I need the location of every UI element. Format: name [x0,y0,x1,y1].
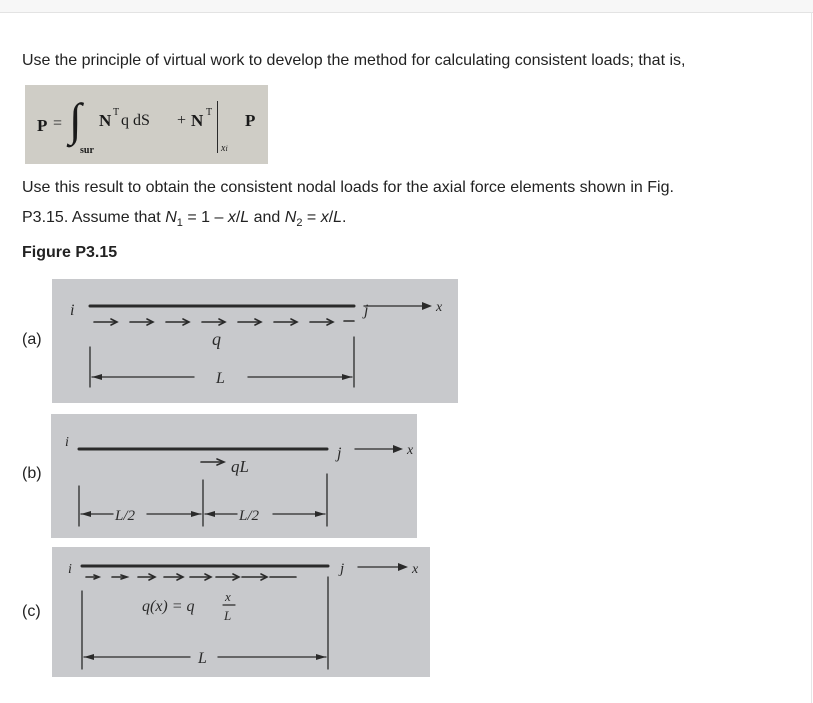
body-text-line-2: P3.15. Assume that $N_1 = 1 - x/L$ and $N_2 = x/L$. [22,209,347,230]
eq-term2-sub: xi [221,143,228,154]
distributed-load-arrows [94,319,354,325]
x-axis-label: x [436,300,443,315]
figure-a [52,279,458,403]
figure-a-label: (a) [22,331,42,348]
figure-c [52,547,430,677]
node-j-label: j [364,302,369,319]
figure-b-label: (b) [22,465,42,482]
dimension-arrow-left [92,374,102,380]
node-i-label: i [68,562,72,577]
node-j-label: j [337,445,342,462]
load-label: qL [231,457,249,476]
node-i-label: i [70,302,75,319]
node-j-label: j [340,561,345,577]
integral-subscript: sur [80,145,94,156]
span-label: L [198,650,207,667]
figure-b [51,414,417,538]
figure-b-drawing [51,414,417,538]
fraction-denominator: L [224,608,232,623]
x-axis-label: x [412,562,419,577]
top-bar [0,0,813,13]
dimension-arrow-right [342,374,352,380]
eq-evaluation-bar [217,101,218,153]
linear-load-arrows [86,574,296,580]
right-border [811,12,812,703]
load-label: q(x) = q [142,598,195,615]
figure-title: Figure P3.15 [22,244,118,261]
x-axis-label: x [407,443,414,458]
span-left-label: L/2 [115,508,136,524]
x-axis-arrowhead [422,302,432,310]
consistent-load-equation [25,85,268,164]
figure-a-drawing [52,279,458,403]
x-axis-arrowhead [398,563,408,571]
span-label: L [216,370,225,387]
eq-term1-q: q dS [121,112,150,129]
intro-text: Use the principle of virtual work to develop the method for calculating consistent loads; that is, [22,52,686,69]
eq-equals: = [53,115,63,132]
eq-lhs: P [37,116,48,135]
figure-c-drawing [52,547,430,677]
node-i-label: i [65,435,69,450]
x-axis-arrowhead [393,445,403,453]
eq-term1-t: T [113,107,120,118]
load-label: q [212,329,221,349]
eq-term1-n: N [99,111,112,130]
eq-term2-t: T [206,107,213,118]
body-text-line-1: Use this result to obtain the consistent nodal loads for the axial force elements shown in Fig. [22,179,674,196]
integral-sign: ∫ [69,94,82,145]
span-right-label: L/2 [239,508,260,524]
figure-c-label: (c) [22,603,41,620]
eq-term2-n: N [191,111,204,130]
fraction-numerator: x [225,589,231,604]
eq-term2-p: P [245,111,256,130]
eq-plus: + [177,112,187,129]
